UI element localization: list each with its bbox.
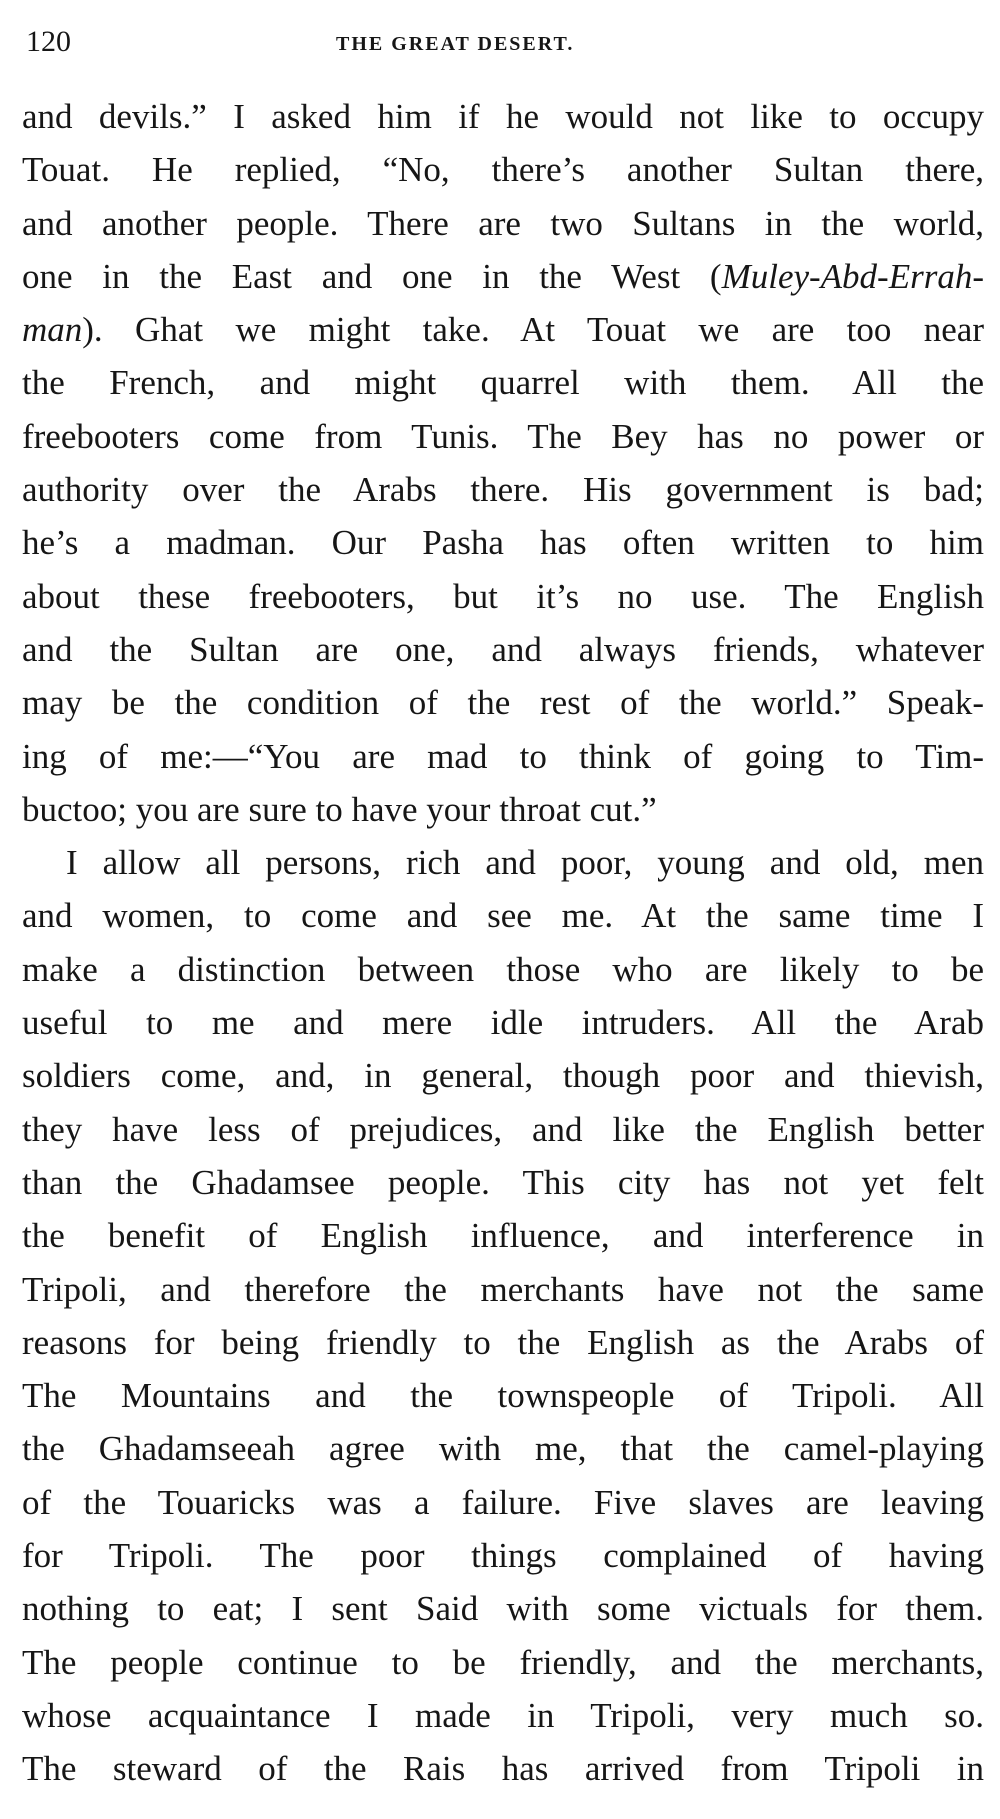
- italic-name: Muley-Abd-Errah-: [721, 256, 984, 296]
- text-line: than the Ghadamsee people. This city has not yet felt: [22, 1162, 984, 1202]
- text-line: The people continue to be friendly, and the merchants,: [22, 1642, 984, 1682]
- text-line: The Mountains and the townspeople of Tripoli. All: [22, 1376, 984, 1416]
- text-line: he’s a madman. Our Pasha has often written to him: [22, 523, 984, 563]
- text-line: the French, and might quarrel with them. All the: [22, 363, 984, 403]
- text-line: and another people. There are two Sultans in the world,: [22, 203, 984, 243]
- italic-name: man: [22, 310, 83, 350]
- text-line-segment: ). Ghat we might take. At Touat we are too near: [82, 310, 984, 350]
- running-head: [26, 22, 986, 72]
- text-line: authority over the Arabs there. His government is bad;: [22, 470, 984, 510]
- text-line: about these freebooters, but it’s no use. The English: [22, 576, 984, 616]
- paragraph-start-line: I allow all persons, rich and poor, young and old, men: [66, 843, 984, 883]
- text-line: may be the condition of the rest of the world.” Speak-: [22, 683, 984, 723]
- text-line: and women, to come and see me. At the same time I: [22, 896, 984, 936]
- text-line: nothing to eat; I sent Said with some victuals for them.: [22, 1589, 984, 1629]
- paragraph-end-line: buctoo; you are sure to have your throat cut.”: [22, 789, 657, 829]
- text-line: make a distinction between those who are likely to be: [22, 949, 984, 989]
- text-line: freebooters come from Tunis. The Bey has no power or: [22, 416, 984, 456]
- text-line: soldiers come, and, in general, though poor and thievish,: [22, 1056, 984, 1096]
- text-line: for Tripoli. The poor things complained of having: [22, 1536, 984, 1576]
- text-line: [22, 250, 984, 303]
- text-line: the Ghadamseeah agree with me, that the camel-playing: [22, 1429, 984, 1469]
- body-text: [22, 90, 984, 1796]
- text-line: useful to me and mere idle intruders. All the Arab: [22, 1003, 984, 1043]
- page-number: 120: [26, 25, 71, 58]
- text-line: and the Sultan are one, and always friends, whatever: [22, 629, 984, 669]
- running-title: THE GREAT DESERT.: [336, 33, 575, 55]
- text-line: whose acquaintance I made in Tripoli, very much so.: [22, 1695, 984, 1735]
- text-line: the benefit of English influence, and interference in: [22, 1216, 984, 1256]
- text-line: of the Touaricks was a failure. Five slaves are leaving: [22, 1482, 984, 1522]
- text-line-segment: one in the East and one in the West (: [22, 256, 722, 296]
- text-line: and devils.” I asked him if he would not like to occupy: [22, 97, 984, 136]
- text-line: they have less of prejudices, and like the English better: [22, 1109, 984, 1149]
- text-line: The steward of the Rais has arrived from Tripoli in: [22, 1749, 984, 1789]
- text-line: Touat. He replied, “No, there’s another Sultan there,: [22, 150, 984, 190]
- text-line: reasons for being friendly to the English as the Arabs of: [22, 1322, 984, 1362]
- text-line: ing of me:—“You are mad to think of going to Tim-: [22, 736, 984, 776]
- text-line: [22, 303, 984, 356]
- text-line: Tripoli, and therefore the merchants have not the same: [22, 1269, 984, 1309]
